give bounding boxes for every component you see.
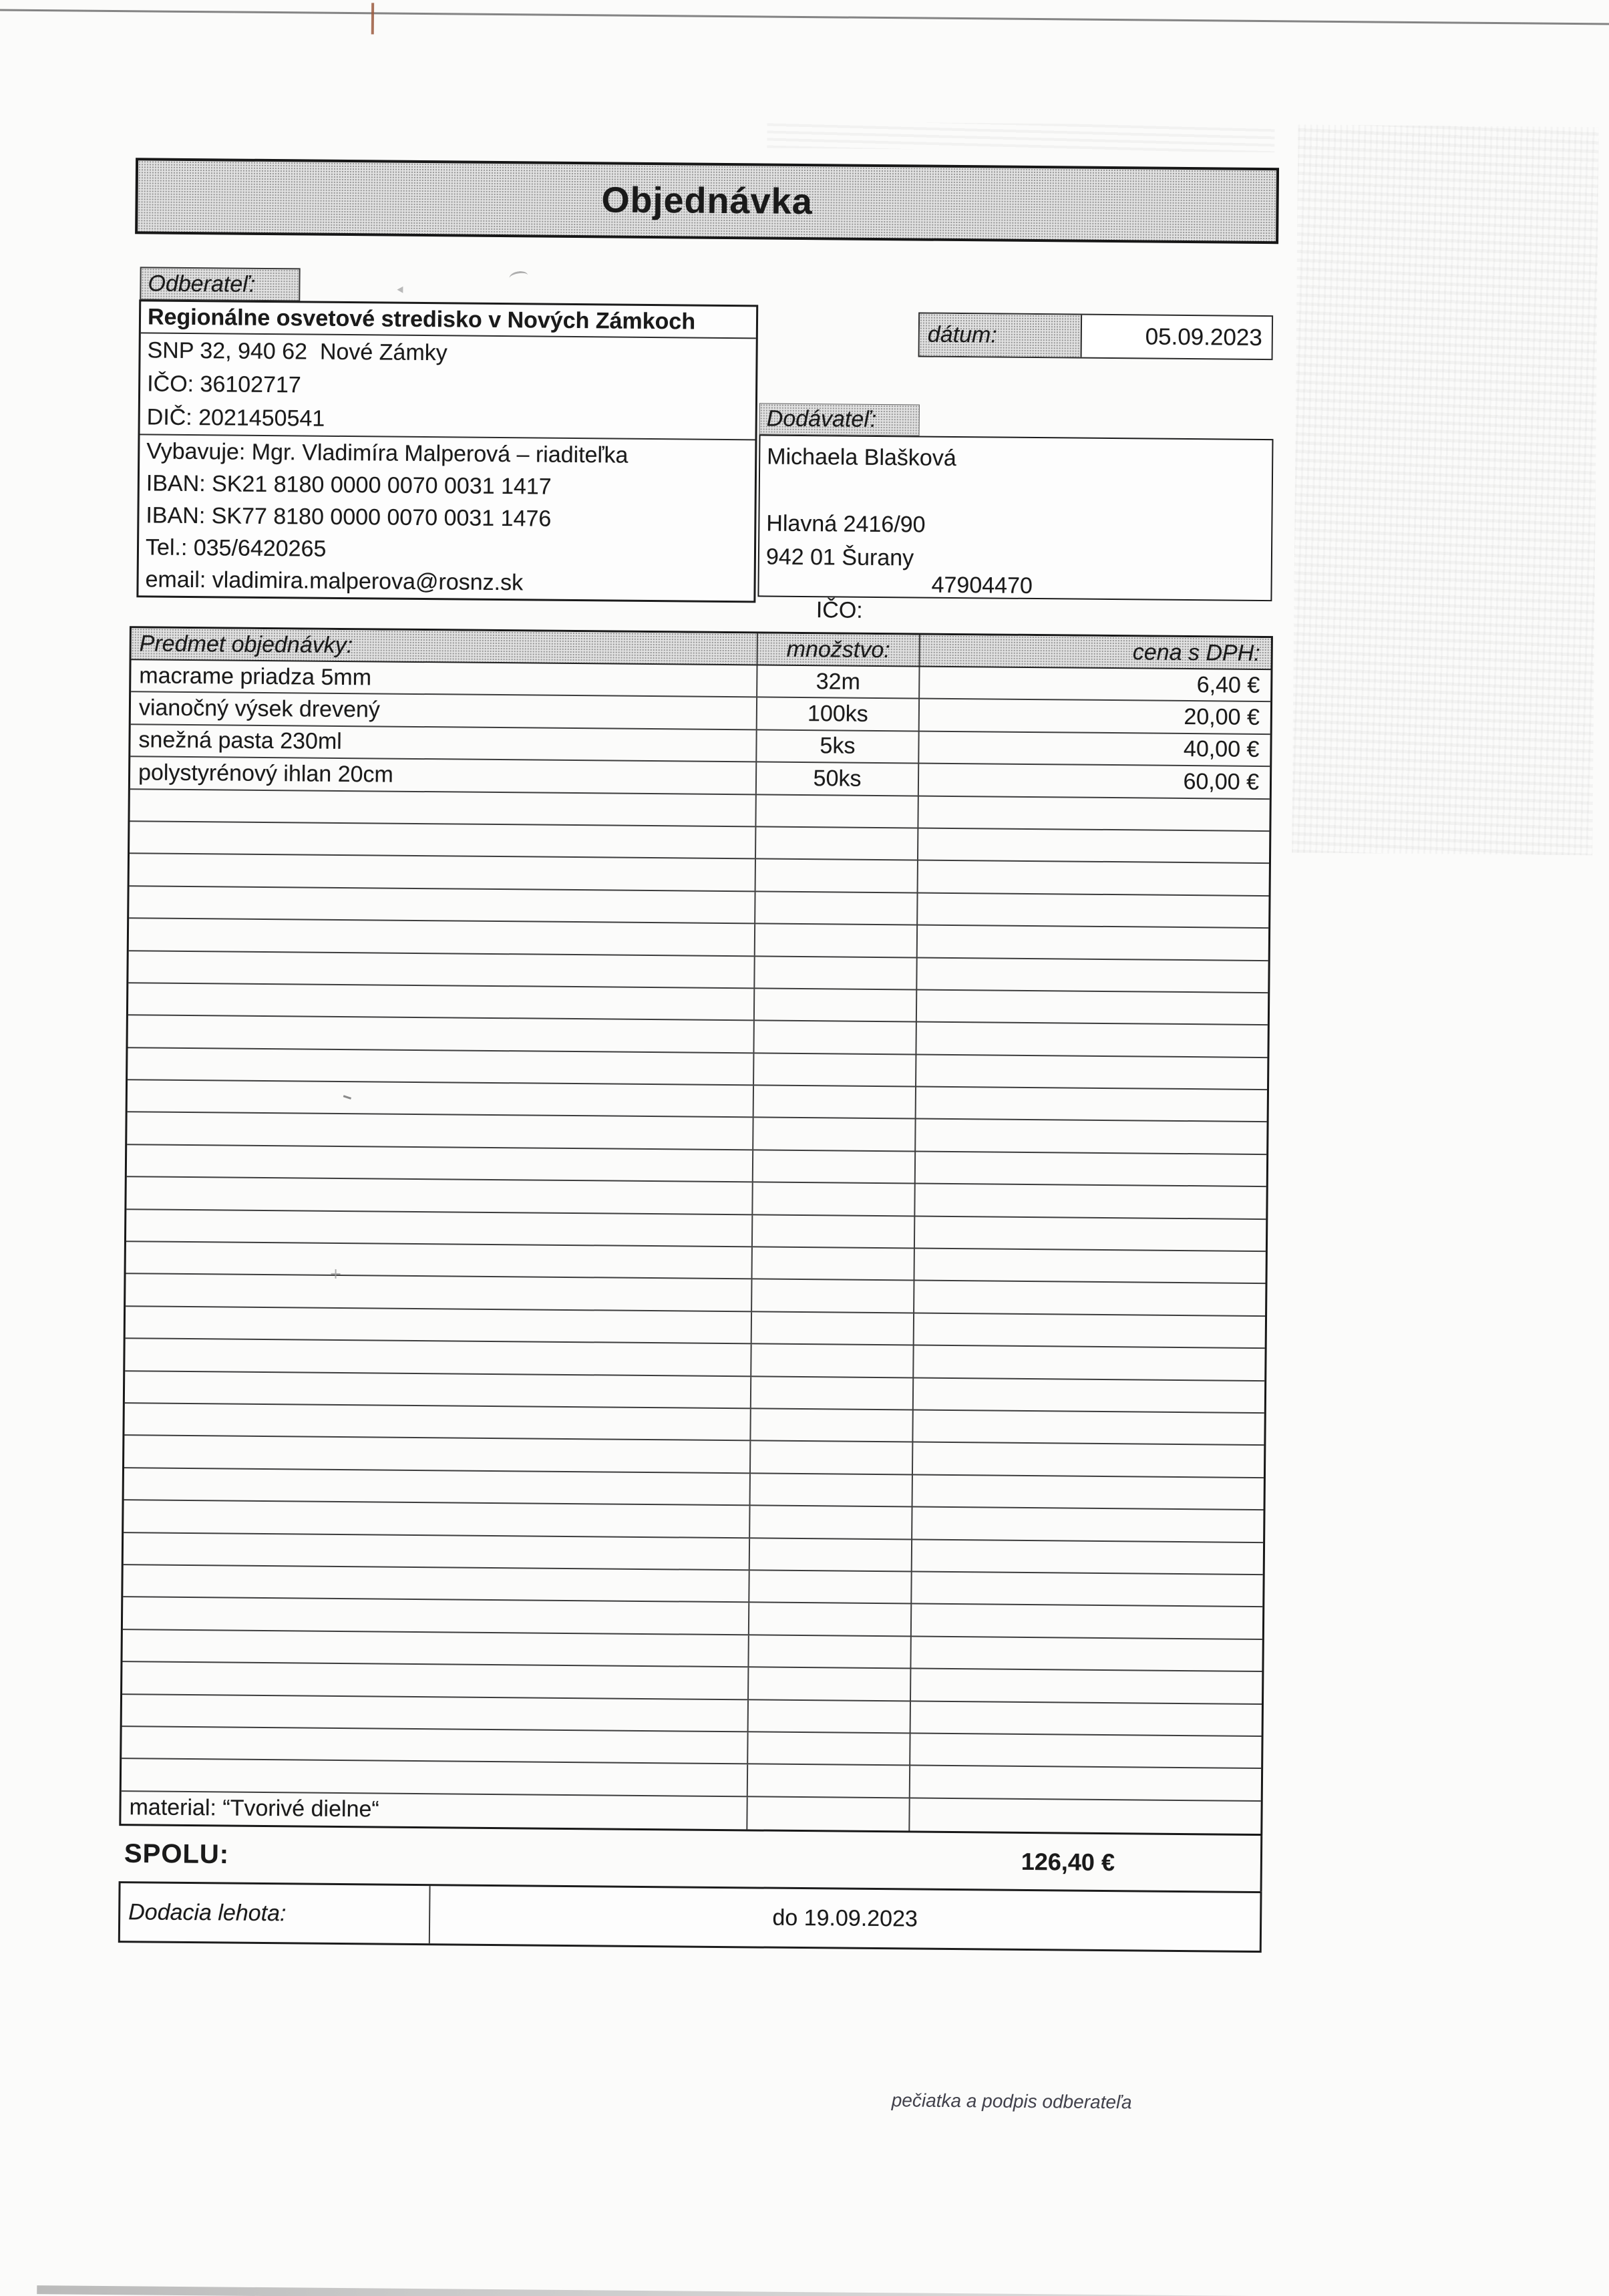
price-cell xyxy=(910,1572,1262,1606)
scan-bleedthrough-noise xyxy=(767,122,1274,153)
customer-name: Regionálne osvetové stredisko v Nových Zámkoch xyxy=(141,301,756,339)
price-cell xyxy=(915,1023,1267,1057)
customer-email: email: vladimira.malperova@rosnz.sk xyxy=(145,566,524,595)
quantity-cell xyxy=(748,1603,910,1636)
item-cell xyxy=(126,1242,751,1279)
item-cell xyxy=(130,822,755,858)
price-cell xyxy=(912,1346,1264,1380)
item-cell xyxy=(124,1533,749,1570)
price-cell xyxy=(909,1734,1261,1768)
quantity-cell xyxy=(755,795,917,828)
price-cell xyxy=(911,1508,1263,1542)
item-cell xyxy=(122,1662,747,1699)
scan-bottom-edge xyxy=(37,2285,1523,2296)
table-body xyxy=(122,660,1271,1801)
quantity-cell xyxy=(754,892,916,925)
scan-bleedthrough-noise xyxy=(1292,124,1598,855)
price-cell xyxy=(912,1410,1264,1444)
quantity-cell xyxy=(748,1571,910,1603)
quantity-cell xyxy=(752,1150,914,1183)
supplier-street: Hlavná 2416/90 xyxy=(766,510,926,538)
item-cell xyxy=(129,886,754,923)
price-cell xyxy=(910,1669,1262,1703)
total-row xyxy=(119,1826,1263,1891)
customer-iban-1: IBAN: SK21 8180 0000 0070 0031 1417 xyxy=(146,470,552,500)
item-cell xyxy=(124,1468,749,1505)
item-cell xyxy=(122,1630,747,1667)
quantity-cell xyxy=(753,989,916,1021)
price-cell xyxy=(914,1184,1266,1218)
price-cell xyxy=(914,1249,1266,1283)
order-table xyxy=(119,626,1273,1836)
material-quantity-cell xyxy=(746,1797,908,1830)
document-title: Objednávka xyxy=(601,180,813,222)
price-cell xyxy=(910,1637,1262,1671)
price-cell xyxy=(914,1120,1266,1154)
quantity-cell xyxy=(747,1732,909,1765)
item-cell xyxy=(128,1080,753,1117)
quantity-cell xyxy=(749,1474,912,1506)
item-cell xyxy=(129,919,754,955)
customer-handler: Vybavuje: Mgr. Vladimíra Malperová – riaditeľka xyxy=(146,438,629,468)
date-box xyxy=(918,312,1274,360)
item-cell xyxy=(122,1695,747,1732)
price-cell xyxy=(910,1605,1262,1639)
customer-dic: DIČ: 2021450541 xyxy=(140,400,755,440)
material-price-cell xyxy=(908,1798,1260,1834)
item-cell xyxy=(126,1177,751,1214)
item-cell xyxy=(124,1500,749,1537)
header-item-column: Predmet objednávky: xyxy=(139,630,353,658)
quantity-cell xyxy=(747,1635,910,1668)
quantity-cell xyxy=(747,1700,910,1733)
price-cell xyxy=(912,1475,1264,1509)
supplier-ico-value: 47904470 xyxy=(931,572,1033,599)
quantity-cell xyxy=(753,1053,915,1086)
supplier-ico-label: IČO: xyxy=(816,597,863,623)
item-cell: macrame priadza 5mm xyxy=(139,663,372,691)
quantity-cell xyxy=(754,925,916,957)
supplier-name: Michaela Blašková xyxy=(767,444,956,471)
total-label: SPOLU: xyxy=(124,1838,230,1869)
quantity-cell xyxy=(750,1377,912,1410)
item-cell xyxy=(123,1565,748,1602)
item-cell xyxy=(122,1727,747,1764)
item-cell xyxy=(130,790,755,826)
customer-phone: Tel.: 035/6420265 xyxy=(145,534,327,562)
quantity-cell xyxy=(749,1506,911,1539)
quantity-cell: 32m xyxy=(756,665,918,698)
header-price-column: cena s DPH: xyxy=(919,635,1271,669)
price-cell: 60,00 € xyxy=(918,764,1270,798)
quantity-cell xyxy=(751,1215,914,1248)
item-cell xyxy=(122,1759,747,1796)
item-cell: vianočný výsek drevený xyxy=(138,695,381,723)
item-cell xyxy=(125,1339,750,1375)
item-cell xyxy=(125,1371,750,1408)
scan-speck-artifact xyxy=(331,1269,340,1279)
price-cell xyxy=(915,1055,1267,1089)
scan-artifact-mark xyxy=(371,3,374,34)
item-cell xyxy=(130,854,755,891)
supplier-city: 942 01 Šurany xyxy=(765,544,914,571)
item-cell xyxy=(126,1275,751,1311)
item-cell: snežná pasta 230ml xyxy=(138,727,342,755)
quantity-cell xyxy=(751,1183,914,1216)
header-quantity-column: množstvo: xyxy=(757,633,919,665)
customer-iban-2: IBAN: SK77 8180 0000 0070 0031 1476 xyxy=(146,502,552,532)
delivery-value: do 19.09.2023 xyxy=(772,1905,918,1932)
date-label: dátum: xyxy=(920,314,1083,357)
quantity-cell xyxy=(749,1442,912,1474)
price-cell xyxy=(916,958,1268,992)
item-cell xyxy=(127,1113,752,1150)
quantity-cell xyxy=(752,1118,914,1151)
price-cell xyxy=(913,1281,1265,1315)
item-cell xyxy=(126,1210,751,1247)
quantity-cell: 100ks xyxy=(756,698,918,731)
price-cell xyxy=(917,796,1269,830)
customer-section-label: Odberateľ: xyxy=(140,267,300,301)
price-cell xyxy=(914,1152,1266,1186)
quantity-cell xyxy=(747,1667,910,1700)
price-cell: 40,00 € xyxy=(918,731,1270,766)
customer-address: SNP 32, 940 62 Nové Zámky xyxy=(147,337,448,365)
scan-triangle-artifact xyxy=(397,287,403,293)
delivery-label: Dodacia lehota: xyxy=(120,1883,431,1943)
quantity-cell xyxy=(747,1765,909,1798)
item-cell xyxy=(127,1145,752,1182)
item-cell xyxy=(128,1016,753,1053)
item-cell xyxy=(124,1436,749,1473)
material-note: material: “Tvorivé dielne“ xyxy=(129,1794,379,1822)
total-value: 126,40 € xyxy=(1021,1847,1115,1876)
item-cell xyxy=(128,983,753,1020)
price-cell: 20,00 € xyxy=(918,699,1270,733)
customer-box xyxy=(136,299,758,603)
quantity-cell xyxy=(751,1247,914,1280)
scan-squiggle-artifact xyxy=(508,270,528,283)
price-cell xyxy=(912,1443,1264,1477)
price-cell xyxy=(915,1088,1267,1122)
price-cell: 6,40 € xyxy=(918,667,1270,701)
supplier-section-label: Dodávateľ: xyxy=(759,403,920,436)
price-cell xyxy=(914,1216,1266,1251)
quantity-cell xyxy=(753,1021,915,1054)
quantity-cell xyxy=(750,1345,912,1377)
price-cell xyxy=(917,828,1269,862)
signature-caption: pečiatka a podpis odberateľa xyxy=(891,2090,1132,2113)
quantity-cell xyxy=(751,1312,913,1345)
scan-edge-line xyxy=(0,9,1609,25)
price-cell xyxy=(917,861,1269,895)
quantity-cell xyxy=(749,1409,912,1442)
price-cell xyxy=(916,893,1268,927)
delivery-box xyxy=(118,1881,1262,1953)
price-cell xyxy=(916,990,1268,1024)
quantity-cell xyxy=(755,827,917,860)
quantity-cell xyxy=(753,957,916,989)
document-title-bar xyxy=(135,158,1279,244)
price-cell xyxy=(909,1766,1261,1800)
item-cell xyxy=(124,1404,749,1440)
price-cell xyxy=(913,1313,1265,1347)
date-value: 05.09.2023 xyxy=(1145,323,1263,351)
item-cell xyxy=(123,1598,748,1635)
quantity-cell xyxy=(749,1538,911,1571)
quantity-cell: 5ks xyxy=(755,730,918,763)
quantity-cell xyxy=(755,860,917,892)
quantity-cell: 50ks xyxy=(755,763,918,796)
supplier-box xyxy=(757,434,1273,623)
quantity-cell xyxy=(753,1086,915,1118)
item-cell xyxy=(128,951,753,988)
quantity-cell xyxy=(751,1280,913,1313)
price-cell xyxy=(911,1540,1263,1574)
price-cell xyxy=(912,1378,1264,1412)
price-cell xyxy=(916,926,1268,960)
item-cell xyxy=(126,1307,751,1343)
item-cell xyxy=(128,1048,753,1085)
item-cell: polystyrénový ihlan 20cm xyxy=(138,760,393,788)
price-cell xyxy=(910,1701,1262,1736)
customer-ico: IČO: 36102717 xyxy=(147,370,301,397)
